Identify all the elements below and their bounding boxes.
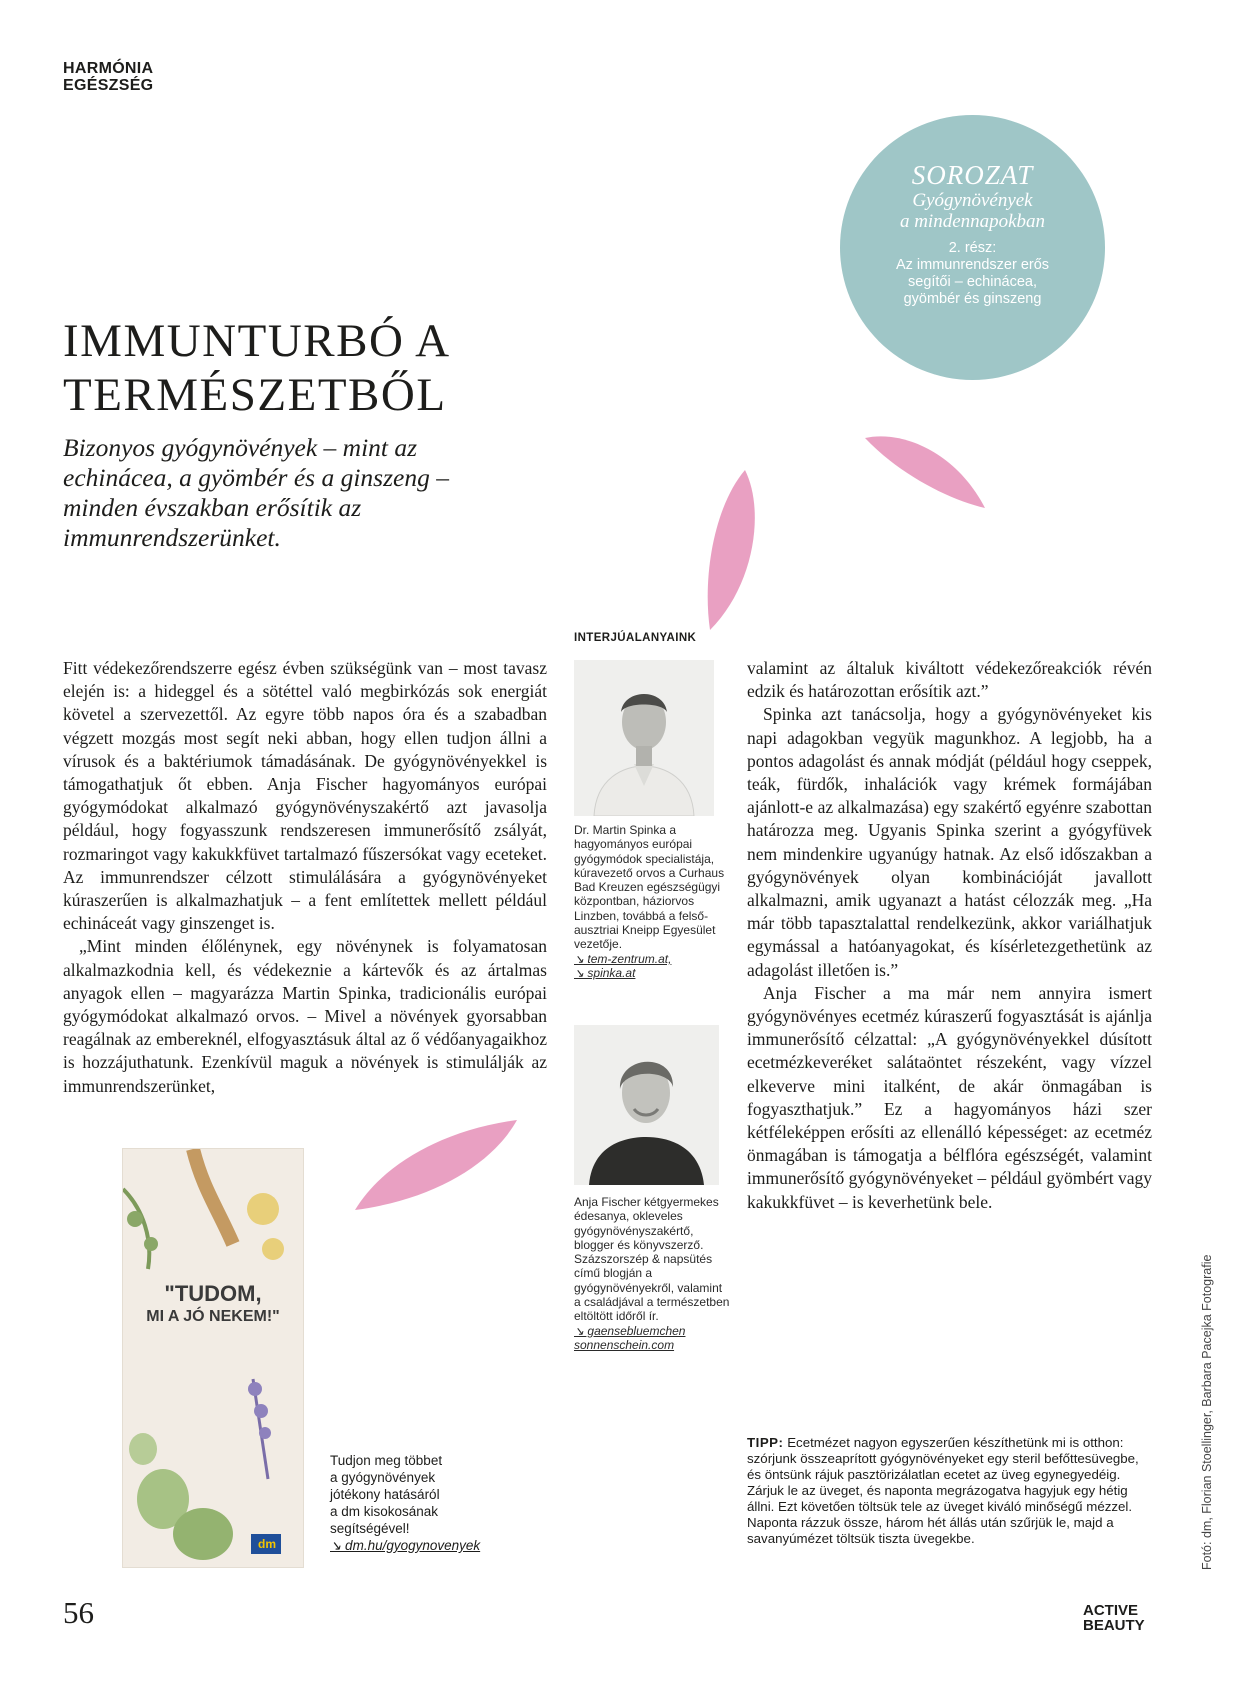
book-cover xyxy=(122,1148,304,1568)
body-left-paragraph-2: „Mint minden élőlénynek, egy növénynek is folyamatosan alkalmazkodnia kell, és védekeznie a kártevők és az ártalmas anyagok ellen – magyarázza Martin Spinka, tradicionális európai gyógymódokat alkalmazó orvos. – Mivel a növények gyorsabban reagálnak az embereknél, elfogyasztásuk által az ő védőanyagaikhoz is hozzájuthatunk. Ezenkívül maguk a növények is stimulálják az immunrendszerünket, xyxy=(63,936,547,1096)
series-part-2: Az immunrendszer erős xyxy=(895,257,1050,273)
brand-line-2: BEAUTY xyxy=(1083,1617,1145,1634)
series-part-3: segítői – echinácea, xyxy=(908,274,1037,290)
series-subtitle-1: Gyógynövények xyxy=(912,190,1033,211)
portrait-martin-spinka xyxy=(574,660,714,816)
photo-credit: Fotó: dm, Florian Stoellinger, Barbara Pacejka Fotografie xyxy=(1200,1254,1214,1570)
spinka-link-2[interactable]: ↘ spinka.at xyxy=(574,965,636,980)
series-part-1: 2. rész: xyxy=(948,240,997,256)
section-label xyxy=(63,60,153,94)
book-caption-4: a dm kisokosának xyxy=(330,1504,439,1519)
book-link[interactable]: ↘ dm.hu/gyogynovenyek xyxy=(330,1538,481,1553)
tip-text: Ecetmézet nagyon egyszerűen készíthetünk mi is otthon: szórjunk összeaprított gyógynövényeket egy steril befőttesüvegbe, és öntsünk rájuk pasztörizálatlan ecetet az üveg egynegyedéig. Zárjuk le az üveget, és naponta megrázogatva hagyjuk egy hétig állni. Ezt követően töltsük tele az üveget kiváló minőségű mézzel. Naponta rázzuk össze, három hét állás után szűrjük le, majd a savanyúmézet töltsük tiszta üvegekbe. xyxy=(747,1435,1139,1546)
spinka-caption-text: Dr. Martin Spinka a hagyományos európai gyógymódok specialistája, kúravezető orvos a Curhaus Bad Kreuzen egészségügyi központban, háziorvos Linzben, továbbá a felső-ausztriai Kneipp Egyesület vezetője. xyxy=(574,823,725,952)
section-line-2: EGÉSZSÉG xyxy=(63,77,154,94)
section-line-1: HARMÓNIA xyxy=(63,60,154,77)
portrait-anja-fischer xyxy=(574,1025,719,1185)
series-badge xyxy=(840,115,1105,380)
man-portrait-icon xyxy=(574,660,714,816)
book-caption-3: jótékony hatásáról xyxy=(330,1487,440,1502)
body-right-paragraph-1: valamint az általuk kiváltott védekezőreakciók révén edzik és határozottan erősítik azt.” xyxy=(747,658,1152,702)
fischer-caption xyxy=(574,1195,732,1352)
book-caption-5: segítségével! xyxy=(330,1521,410,1536)
book-title-line-2: MI A JÓ NEKEM!" xyxy=(146,1308,280,1325)
body-right-paragraph-3: Anja Fischer a ma már nem annyira ismert gyógynövényes ecetméz kúraszerű fogyasztását is ajánlja immunerősítő célzattal: „A gyógynövényekkel dúsított ecetmézkeveréket salátaöntet részeként, vagy vízzel elkeverve mini italként, de akár önmagában is fogyaszthatjuk.” Ez a hagyományos házi szer kétféleképpen erősíti az ellenálló képességet: az ecetméz önmagában is támogatja a bélflóra egészségét, valamint immunerősítő gyógynövényeket – például gyömbért vagy kakukkfüvet – is keverhetünk bele. xyxy=(747,982,1152,1212)
book-caption-1: Tudjon meg többet xyxy=(330,1453,443,1468)
petal-decoration-3 xyxy=(352,1115,522,1215)
book-caption xyxy=(330,1452,480,1554)
series-label: SOROZAT xyxy=(911,160,1034,190)
body-right-paragraph-2: Spinka azt tanácsolja, hogy a gyógynövényeket kis napi adagokban vegyük magunkhoz. A legjobb, ha a pontos adagolást és annak módját (például hogy cseppek, teák, fürdők, inhalációk vagy krémek formájában ajánlott-e az alkalmazása) egy szakértő egyénre szabottan határozza meg. Ugyanis Spinka szerint a gyógyfüvek nem mindenkire ugyanúgy hatnak. Az első időszakban a gyógynövények olyan kombinációját javallott alkalmazni, amik ugyanazt a hatást célozzák meg. „Ha már több tapasztalattal rendelkezünk, akkor variálhatjuk egymással a hatóanyagokat, és kísérletezgethetünk az adagolást illetően is.” xyxy=(747,704,1152,980)
headline-line-2: TERMÉSZETBŐL xyxy=(63,369,447,421)
spinka-link-1[interactable]: ↘ tem-zentrum.at, xyxy=(574,951,672,966)
series-subtitle-2: a mindennapokban xyxy=(899,211,1046,232)
magazine-brand xyxy=(1083,1603,1145,1633)
tip-box xyxy=(747,1435,1152,1547)
fischer-link-1[interactable]: ↘ gaensebluemchen xyxy=(574,1323,686,1338)
petal-decoration-1 xyxy=(860,430,990,520)
herbs-illustration-icon xyxy=(123,1149,303,1567)
tip-label: TIPP: xyxy=(747,1435,784,1450)
page-number: 56 xyxy=(63,1595,94,1630)
body-left-paragraph-1: Fitt védekezőrendszerre egész évben szükségünk van – most tavasz elején is: a hideggel és a sötéttel való megbirkózás sok energiát követel a szervezettől. Az egyre több napos óra és a szabadban végzett mozgás most segít neki abban, hogy ellen tudjon állni a vírusok és a baktériumok támadásának. De gyógynövényekkel is támogathatjuk őt ebben. Anja Fischer hagyományos európai gyógymódokat alkalmazó gyógynövényszakértő azt javasolja például, hogy fogyasszunk rendszeresen immunerősítő zsályát, rozmaringot vagy kakukkfüvet tartalmazó fűszersókat vagy eceteket. Az immunrendszer célzott stimulálására a gyógynövényeket kúraszerűen is alkalmazhatjuk – a fent említettek mellett például echináceát vagy ginszenget is. xyxy=(63,658,547,934)
headline-line-1: IMMUNTURBÓ A xyxy=(63,315,451,367)
series-part-4: gyömbér és ginszeng xyxy=(903,291,1042,307)
dm-logo: dm xyxy=(258,1537,276,1551)
headline xyxy=(63,314,451,422)
body-column-right xyxy=(747,657,1152,1214)
fischer-caption-text: Anja Fischer kétgyermekes édesanya, okleveles gyógynövényszakértő, blogger és könyvszerző. Százszorszép & napsütés című blogján a gyógynövényekről, valamint a családjával a természetben eltöltött időről ír. xyxy=(574,1195,730,1324)
fischer-link-2[interactable]: sonnenschein.com xyxy=(574,1337,675,1352)
petal-decoration-2 xyxy=(700,465,770,635)
spinka-caption xyxy=(574,823,732,980)
body-column-left xyxy=(63,657,547,1098)
interview-header: INTERJÚALANYAINK xyxy=(574,632,697,644)
woman-portrait-icon xyxy=(574,1025,719,1185)
book-title-line-1: "TUDOM, xyxy=(164,1281,262,1306)
lead-paragraph: Bizonyos gyógynövények – mint az echinácea, a gyömbér és a ginszeng – minden évszakban erősítik az immunrendszerünket. xyxy=(63,433,449,552)
brand-line-1: ACTIVE xyxy=(1083,1602,1139,1619)
book-caption-2: a gyógynövények xyxy=(330,1470,436,1485)
